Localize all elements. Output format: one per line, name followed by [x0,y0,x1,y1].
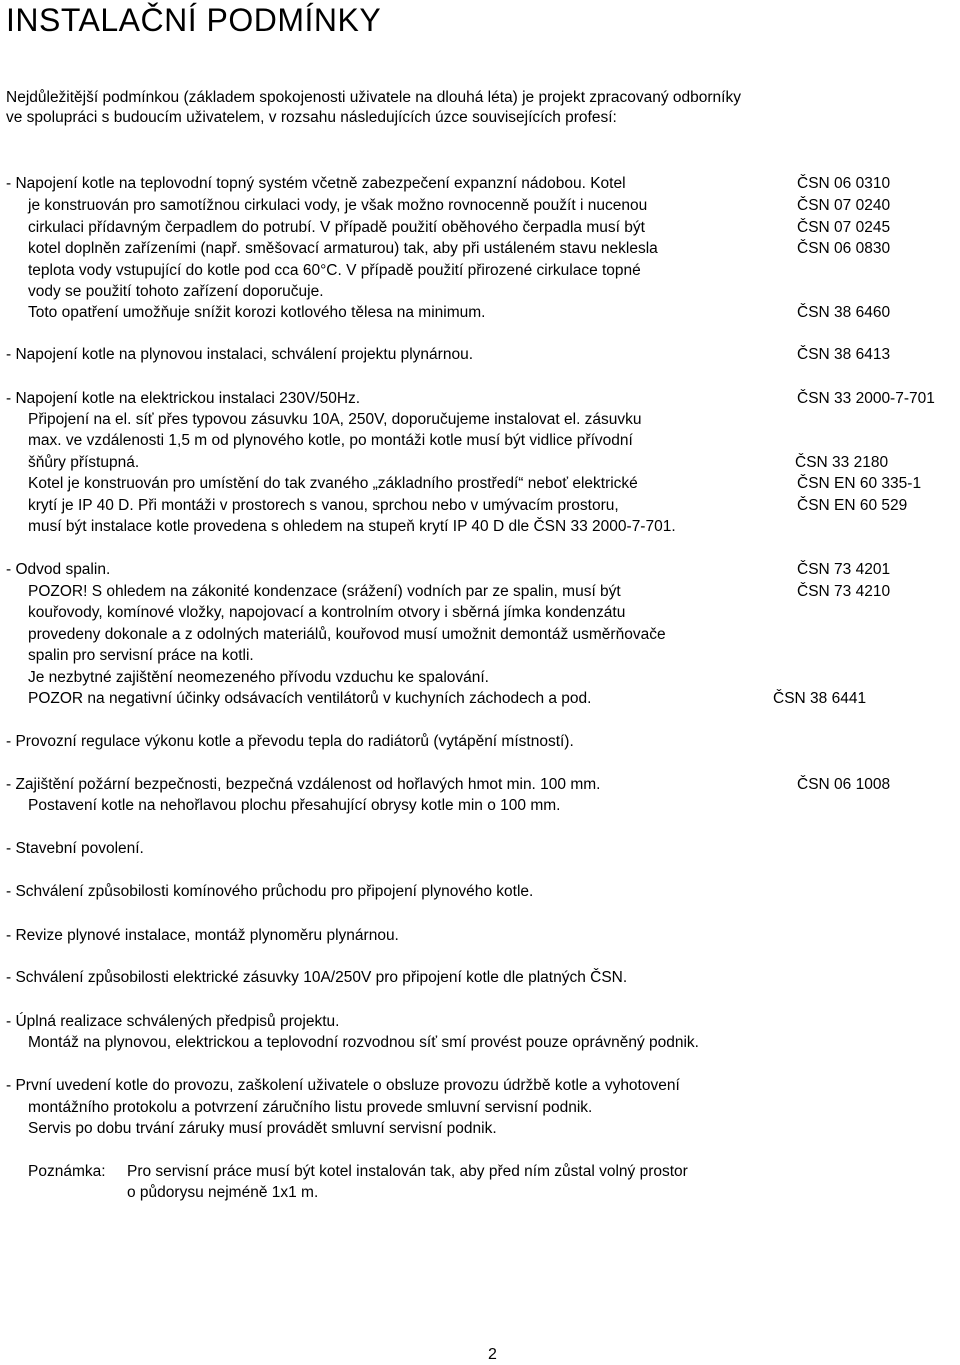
section-heating-line: cirkulaci přídavným čerpadlem do potrubí. V případě použití oběhového čerpadla musí být [28,219,645,236]
norm-reference: ČSN 07 0240 [797,197,891,214]
section-heating-line: vody se použití tohoto zařízení doporučuje. [28,283,324,300]
section-electrical-line: musí být instalace kotle provedena s ohledem na stupeň krytí IP 40 D dle ČSN 33 2000-7-701. [28,518,676,535]
note-line: o půdorysu nejméně 1x1 m. [127,1184,319,1201]
norm-reference: ČSN 38 6441 [773,690,867,707]
intro-line: ve spolupráci s budoucím uživatelem, v rozsahu následujících úzce souvisejících profesí: [6,109,617,126]
note-label: Poznámka: [28,1163,106,1180]
section-flue-line: - Odvod spalin. [6,561,111,578]
norm-reference: ČSN 38 6413 [797,346,891,363]
page-title: INSTALAČNÍ PODMÍNKY [6,2,382,38]
section-commissioning-line: montážního protokolu a potvrzení záručního listu provede smluvní servisní podnik. [28,1099,593,1116]
section-building-permit-line: - Stavební povolení. [6,840,144,857]
section-electrical-line: šňůry přístupná. [28,454,140,471]
norm-reference: ČSN 73 4210 [797,583,891,600]
norm-reference: ČSN 38 6460 [797,304,891,321]
section-gas-revision-line: - Revize plynové instalace, montáž plynoměru plynárnou. [6,927,399,944]
section-electrical-line: krytí je IP 40 D. Při montáži v prostorech s vanou, sprchou nebo v umývacím prostoru, [28,497,619,514]
section-gas-line: - Napojení kotle na plynovou instalaci, schválení projektu plynárnou. [6,346,473,363]
section-heating-line: kotel doplněn zařízeními (např. směšovací armaturou) tak, aby při ustáleném stavu neklesla [28,240,658,257]
intro-line: Nejdůležitější podmínkou (základem spokojenosti uživatele na dlouhá léta) je projekt zpracovaný odborníky [6,89,741,106]
section-electrical-line: Připojení na el. síť přes typovou zásuvku 10A, 250V, doporučujeme instalovat el. zásuvku [28,411,642,428]
section-commissioning-line: - První uvedení kotle do provozu, zaškolení uživatele o obsluze provozu údržbě kotle a vyhotovení [6,1077,680,1094]
norm-reference: ČSN 73 4201 [797,561,891,578]
section-chimney-line: - Schválení způsobilosti komínového průchodu pro připojení plynového kotle. [6,883,534,900]
section-electrical-line: max. ve vzdálenosti 1,5 m od plynového kotle, po montáži kotle musí být vidlice přívodní [28,432,633,449]
section-commissioning-line: Servis po dobu trvání záruky musí provádět smluvní servisní podnik. [28,1120,497,1137]
section-regulation-line: - Provozní regulace výkonu kotle a převodu tepla do radiátorů (vytápění místností). [6,733,574,750]
section-flue-line: kouřovody, komínové vložky, napojovací a kontrolním otvory i sběrná jímka kondenzátu [28,604,626,621]
section-realization-line: - Úplná realizace schválených předpisů projektu. [6,1013,340,1030]
section-flue-line: provedeny dokonale a z odolných materiálů, kouřovod musí umožnit demontáž usměrňovače [28,626,666,643]
norm-reference: ČSN 06 0310 [797,175,891,192]
norm-reference: ČSN 06 0830 [797,240,891,257]
norm-reference: ČSN 06 1008 [797,776,891,793]
norm-reference: ČSN EN 60 529 [797,497,908,514]
section-heating-line: - Napojení kotle na teplovodní topný systém včetně zabezpečení expanzní nádobou. Kotel [6,175,626,192]
section-realization-line: Montáž na plynovou, elektrickou a teplovodní rozvodnou síť smí provést pouze oprávněný podnik. [28,1034,699,1051]
note-line: Pro servisní práce musí být kotel instalován tak, aby před ním zůstal volný prostor [127,1163,688,1180]
section-heating-line: Toto opatření umožňuje snížit korozi kotlového tělesa na minimum. [28,304,486,321]
norm-reference: ČSN EN 60 335-1 [797,475,922,492]
section-fire-line: - Zajištění požární bezpečnosti, bezpečná vzdálenost od hořlavých hmot min. 100 mm. [6,776,601,793]
section-heating-line: je konstruován pro samotížnou cirkulaci vody, je však možno rovnocenně použít i nucenou [28,197,648,214]
section-socket-line: - Schválení způsobilosti elektrické zásuvky 10A/250V pro připojení kotle dle platných ČSN. [6,969,628,986]
section-fire-line: Postavení kotle na nehořlavou plochu přesahující obrysy kotle min o 100 mm. [28,797,561,814]
section-flue-line: spalin pro servisní práce na kotli. [28,647,254,664]
section-flue-line: POZOR na negativní účinky odsávacích ventilátorů v kuchyních záchodech a pod. [28,690,592,707]
section-heating-line: teplota vody vstupující do kotle pod cca 60°C. V případě použití přirozené cirkulace topné [28,262,641,279]
section-electrical-line: - Napojení kotle na elektrickou instalaci 230V/50Hz. [6,390,361,407]
section-electrical-line: Kotel je konstruován pro umístění do tak zvaného „základního prostředí“ neboť elektrické [28,475,638,492]
norm-reference: ČSN 33 2180 [795,454,889,471]
norm-reference: ČSN 33 2000-7-701 [797,390,935,407]
section-flue-line: Je nezbytné zajištění neomezeného přívodu vzduchu ke spalování. [28,669,489,686]
page-number: 2 [488,1346,497,1363]
section-flue-line: POZOR! S ohledem na zákonité kondenzace (srážení) vodních par ze spalin, musí být [28,583,621,600]
norm-reference: ČSN 07 0245 [797,219,891,236]
